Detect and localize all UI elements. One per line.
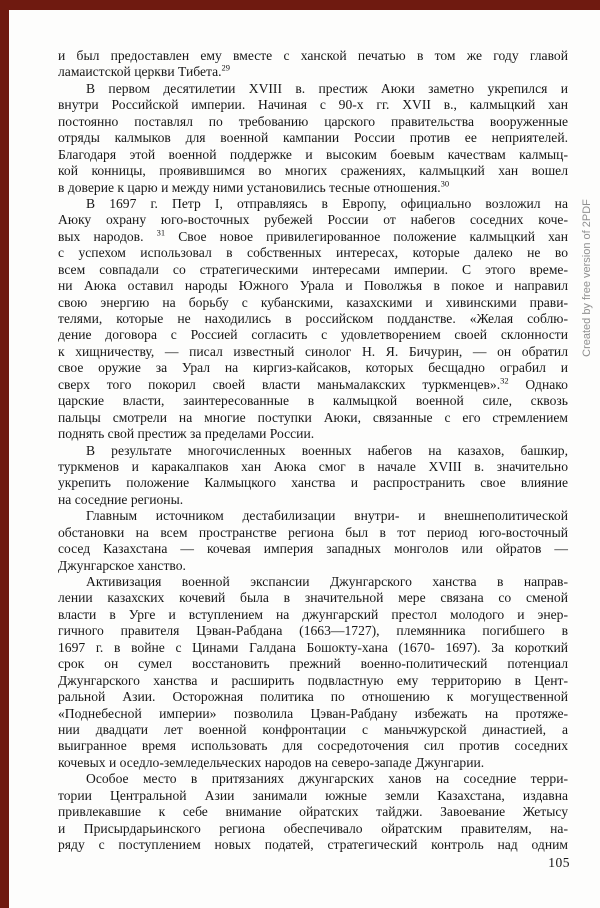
text-line: свою энергию на борьбу с кубанскими, казахскими и хивинскими прави- — [58, 294, 568, 310]
text-line: В первом десятилетии XVIII в. престиж Аюки заметно укрепился и — [86, 80, 568, 96]
text-line: к хищничеству, — писал известный синолог Н. Я. Бичурин, — он обратил — [58, 343, 568, 359]
text-line: в доверие к царю и между ними установились тесные отношения.$^{30}$ — [58, 177, 450, 195]
text-line: сосед Казахстана — кочевая империя западных монголов или ойратов — — [58, 541, 568, 557]
text-line: В 1697 г. Петр I, отправляясь в Европу, официально возложил на — [86, 195, 568, 211]
footnote-ref: 29 — [221, 62, 231, 73]
scan-edge-top — [0, 0, 600, 10]
text-line: Благодаря этой военной поддержке и высоким боевым качествам калмыц- — [58, 146, 568, 162]
text-line: Джунгарское ханство. — [58, 557, 186, 573]
text-line: вых народов. $^{31}$ Свое новое привилегированное положение калмыцкий хан — [58, 227, 568, 244]
text-line: В результате многочисленных военных набегов на казахов, башкир, — [86, 442, 568, 458]
text-line: постоянно поставлял по требованию царского правительства вооруженные — [58, 113, 568, 129]
text-line: дение договора с Россией согласить с удовлетворением своей склонности — [58, 327, 568, 343]
text-line: и был предоставлен ему вместе с ханской печатью в том же году главой — [58, 48, 568, 63]
text-line: отряды калмыков для военной кампании России против ее неприятелей. — [58, 130, 568, 146]
text-line: кой конницы, проявившимся во многих сражениях, калмыцкий хан вошел — [58, 163, 568, 179]
text-line: выигранное время использовать для сосредоточения сил против соседних — [58, 738, 568, 754]
text-line: Особое место в притязаниях джунгарских ханов на соседние терри- — [86, 771, 568, 787]
text-line: обстановки на всем пространстве региона был в тот период юго-восточный — [58, 524, 568, 540]
text-line: ни Аюка оставил народы Южного Урала и Поволжья в покое и направил — [58, 278, 568, 294]
text-line: царские власти, заинтересованные в калмыцкой военной силе, сквозь — [58, 393, 568, 409]
text-line: тории Центральной Азии занимали южные земли Казахстана, издавна — [58, 787, 568, 803]
page-number: 105 — [548, 855, 570, 870]
text-line: нии двадцати лет военной конфронтации с маньчжурской династией, а — [58, 721, 568, 737]
text-line: поднять свой престиж за пределами России. — [58, 426, 315, 442]
text-line: туркменов и каракалпаков хан Аюка смог в начале XVIII в. значительно — [58, 458, 568, 474]
text-line: и Присырдарьинского региона обеспечивало ойратским правителям, на- — [58, 820, 568, 836]
text-line: Аюку охрану юго-восточных рубежей России от набегов соседних коче- — [58, 212, 568, 228]
text-line: свое оружие за Урал на киргиз-кайсаков, которых бесщадно ограбил и — [58, 360, 568, 376]
text-line: Джунгарского ханства и расширить подвластную ему территорию в Цент- — [58, 672, 568, 688]
text-line: ламаистской церкви Тибета.$^{29}$ — [58, 62, 231, 80]
scan-edge-left — [0, 0, 9, 908]
text-line: срок он сумел восстановить прежний военно-политический потенциал — [58, 656, 568, 672]
text-line: всем совпадали со стратегическими интересами империи. С этого време- — [58, 261, 568, 277]
text-line: ряду с поступлением новых податей, стратегический контроль над одним — [58, 837, 568, 852]
text-line: Главным источником дестабилизации внутри- и внешнеполитической — [86, 508, 568, 524]
text-line: власти в Урге и вступлением на джунгарский престол молодого и энер- — [58, 606, 568, 622]
text-line: привлекавшие к себе внимание ойратских тайджи. Завоевание Жетысу — [58, 804, 568, 820]
footnote-ref: 30 — [440, 177, 450, 188]
text-line: пальцы смотрели на многие поступки Аюки, связанные с его стремлением — [58, 409, 568, 425]
text-line: 1697 г. в войне с Цинами Галдана Бошокту-хана (1670- 1697). За короткий — [58, 639, 568, 655]
page-text — [58, 48, 568, 853]
text-line: с успехом использовал в собственных интересах, которые далеко не во — [58, 245, 568, 261]
text-line: на соседние регионы. — [58, 491, 184, 507]
text-line: лении казахских кочевий была в значительной мере связана со сменой — [58, 590, 568, 606]
text-line: внутри Российской империи. Начиная с 90-х гг. XVII в., калмыцкий хан — [58, 97, 568, 113]
text-line: гичного правителя Цэван-Рабдана (1663—1727), племянника погибшего в — [58, 623, 568, 639]
text-line: сверх того покорил своей власти маньмалакских туркменцев».$^{32}$ Однако — [58, 375, 568, 392]
text-line: ральной Азии. Осторожная политика по отношению к могущественной — [58, 689, 568, 705]
text-line: «Поднебесной империи» позволила Цэван-Рабдану избежать на протяже- — [58, 705, 568, 721]
pdf-watermark: Created by free version of 2PDF — [581, 199, 593, 357]
footnote-ref: 31 — [156, 227, 166, 238]
text-line: телями, которые не находились в российском подданстве. «Желая соблю- — [58, 311, 568, 326]
text-line: Активизация военной экспансии Джунгарского ханства в направ- — [86, 574, 568, 589]
text-line: укрепить положение Калмыцкого ханства и распространить свое влияние — [58, 475, 568, 491]
text-line: кочевых и оседло-земледельческих народов на северо-западе Джунгарии. — [58, 754, 485, 770]
footnote-ref: 32 — [500, 375, 509, 386]
